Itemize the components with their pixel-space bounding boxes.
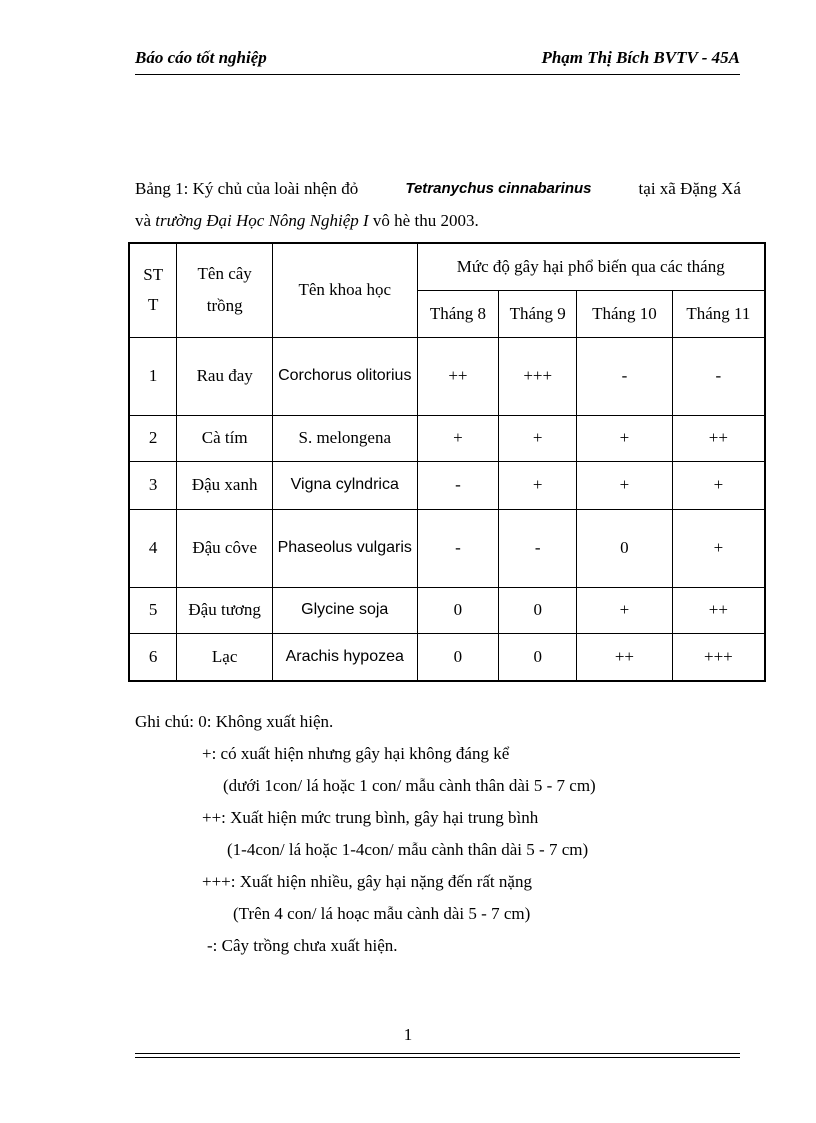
cell-scientific: S. melongena	[272, 415, 417, 461]
cell-month-11: -	[672, 337, 765, 415]
table-caption	[135, 173, 741, 237]
header-report-title: Báo cáo tốt nghiệp	[135, 48, 267, 67]
caption-line2-italic: trường Đại Học Nông Nghiệp I	[155, 211, 369, 230]
table-row	[129, 633, 765, 681]
cell-crop: Cà tím	[177, 415, 273, 461]
header-month: Tháng 8	[417, 290, 499, 337]
cell-month-10: +	[577, 415, 673, 461]
table-row	[129, 415, 765, 461]
caption-line-1	[135, 173, 741, 205]
caption-line2-suffix: vô hè thu 2003.	[372, 211, 479, 230]
cell-month-11: +	[672, 509, 765, 587]
cell-month-9: 0	[499, 587, 577, 633]
cell-month-9: -	[499, 509, 577, 587]
caption-prefix: Bảng 1: Ký chủ của loài nhện đỏ	[135, 179, 359, 198]
table-row	[129, 509, 765, 587]
cell-month-10: -	[577, 337, 673, 415]
caption-line2-prefix: và	[135, 211, 152, 230]
cell-month-8: 0	[417, 633, 499, 681]
header-month: Tháng 9	[499, 290, 577, 337]
host-plant-table	[128, 242, 766, 682]
legend-notes	[135, 706, 596, 962]
header-scientific-text: Tên khoa học	[298, 280, 392, 300]
cell-scientific: Corchorus olitorius	[272, 337, 417, 415]
cell-crop: Lạc	[177, 633, 273, 681]
cell-stt: 2	[129, 415, 177, 461]
cell-month-8: -	[417, 509, 499, 587]
note-title: Ghi chú: 0: Không xuất hiện.	[135, 712, 334, 731]
footer-divider	[135, 1053, 740, 1058]
header-author: Phạm Thị Bích BVTV - 45A	[541, 48, 740, 67]
cell-crop: Đậu côve	[177, 509, 273, 587]
cell-scientific: Phaseolus vulgaris	[272, 509, 417, 587]
cell-month-10: ++	[577, 633, 673, 681]
table-row	[129, 587, 765, 633]
caption-line-2	[135, 205, 741, 237]
caption-species: Tetranychus cinnabarinus	[405, 180, 592, 197]
note-plus1: +: có xuất hiện nhưng gây hại không đáng kể	[202, 744, 510, 763]
cell-crop: Đậu tương	[177, 587, 273, 633]
cell-stt: 1	[129, 337, 177, 415]
note-plus1-detail: (dưới 1con/ lá hoặc 1 con/ mẫu cành thân dài 5 - 7 cm)	[223, 776, 596, 795]
page-number: 1	[403, 1025, 413, 1044]
cell-scientific: Arachis hypozea	[272, 633, 417, 681]
header-month: Tháng 11	[672, 290, 765, 337]
cell-month-11: ++	[672, 587, 765, 633]
note-minus: -: Cây trồng chưa xuất hiện.	[207, 936, 398, 955]
caption-suffix: tại xã Đặng Xá	[638, 179, 741, 198]
cell-stt: 4	[129, 509, 177, 587]
header-crop-text: Tên cây trồng	[197, 264, 252, 316]
cell-month-8: 0	[417, 587, 499, 633]
cell-crop: Rau đay	[177, 337, 273, 415]
cell-month-10: +	[577, 461, 673, 509]
cell-month-10: +	[577, 587, 673, 633]
header-stt	[129, 243, 177, 337]
header-crop	[177, 243, 273, 337]
table-header-row-1	[129, 243, 765, 290]
cell-month-8: +	[417, 415, 499, 461]
note-plus3-detail: (Trên 4 con/ lá hoạc mẫu cành dài 5 - 7 cm)	[233, 904, 531, 923]
cell-month-9: +++	[499, 337, 577, 415]
header-stt-text: ST T	[143, 265, 164, 315]
cell-month-11: ++	[672, 415, 765, 461]
cell-month-9: +	[499, 415, 577, 461]
note-plus2: ++: Xuất hiện mức trung bình, gây hại trung bình	[202, 808, 539, 827]
cell-stt: 6	[129, 633, 177, 681]
cell-month-9: 0	[499, 633, 577, 681]
page-header	[135, 46, 740, 75]
cell-stt: 5	[129, 587, 177, 633]
header-month: Tháng 10	[577, 290, 673, 337]
cell-stt: 3	[129, 461, 177, 509]
header-damage-text: Mức độ gây hại phổ biến qua các tháng	[456, 256, 725, 276]
table-row	[129, 337, 765, 415]
cell-month-11: +++	[672, 633, 765, 681]
note-plus3: +++: Xuất hiện nhiều, gây hại nặng đến rất nặng	[202, 872, 532, 891]
cell-month-8: -	[417, 461, 499, 509]
cell-month-9: +	[499, 461, 577, 509]
header-scientific	[272, 243, 417, 337]
table-row	[129, 461, 765, 509]
cell-crop: Đậu xanh	[177, 461, 273, 509]
cell-month-10: 0	[577, 509, 673, 587]
header-damage	[417, 243, 765, 290]
cell-month-8: ++	[417, 337, 499, 415]
cell-scientific: Glycine soja	[272, 587, 417, 633]
cell-scientific: Vigna cylndrica	[272, 461, 417, 509]
note-plus2-detail: (1-4con/ lá hoặc 1-4con/ mẫu cành thân dài 5 - 7 cm)	[227, 840, 589, 859]
cell-month-11: +	[672, 461, 765, 509]
